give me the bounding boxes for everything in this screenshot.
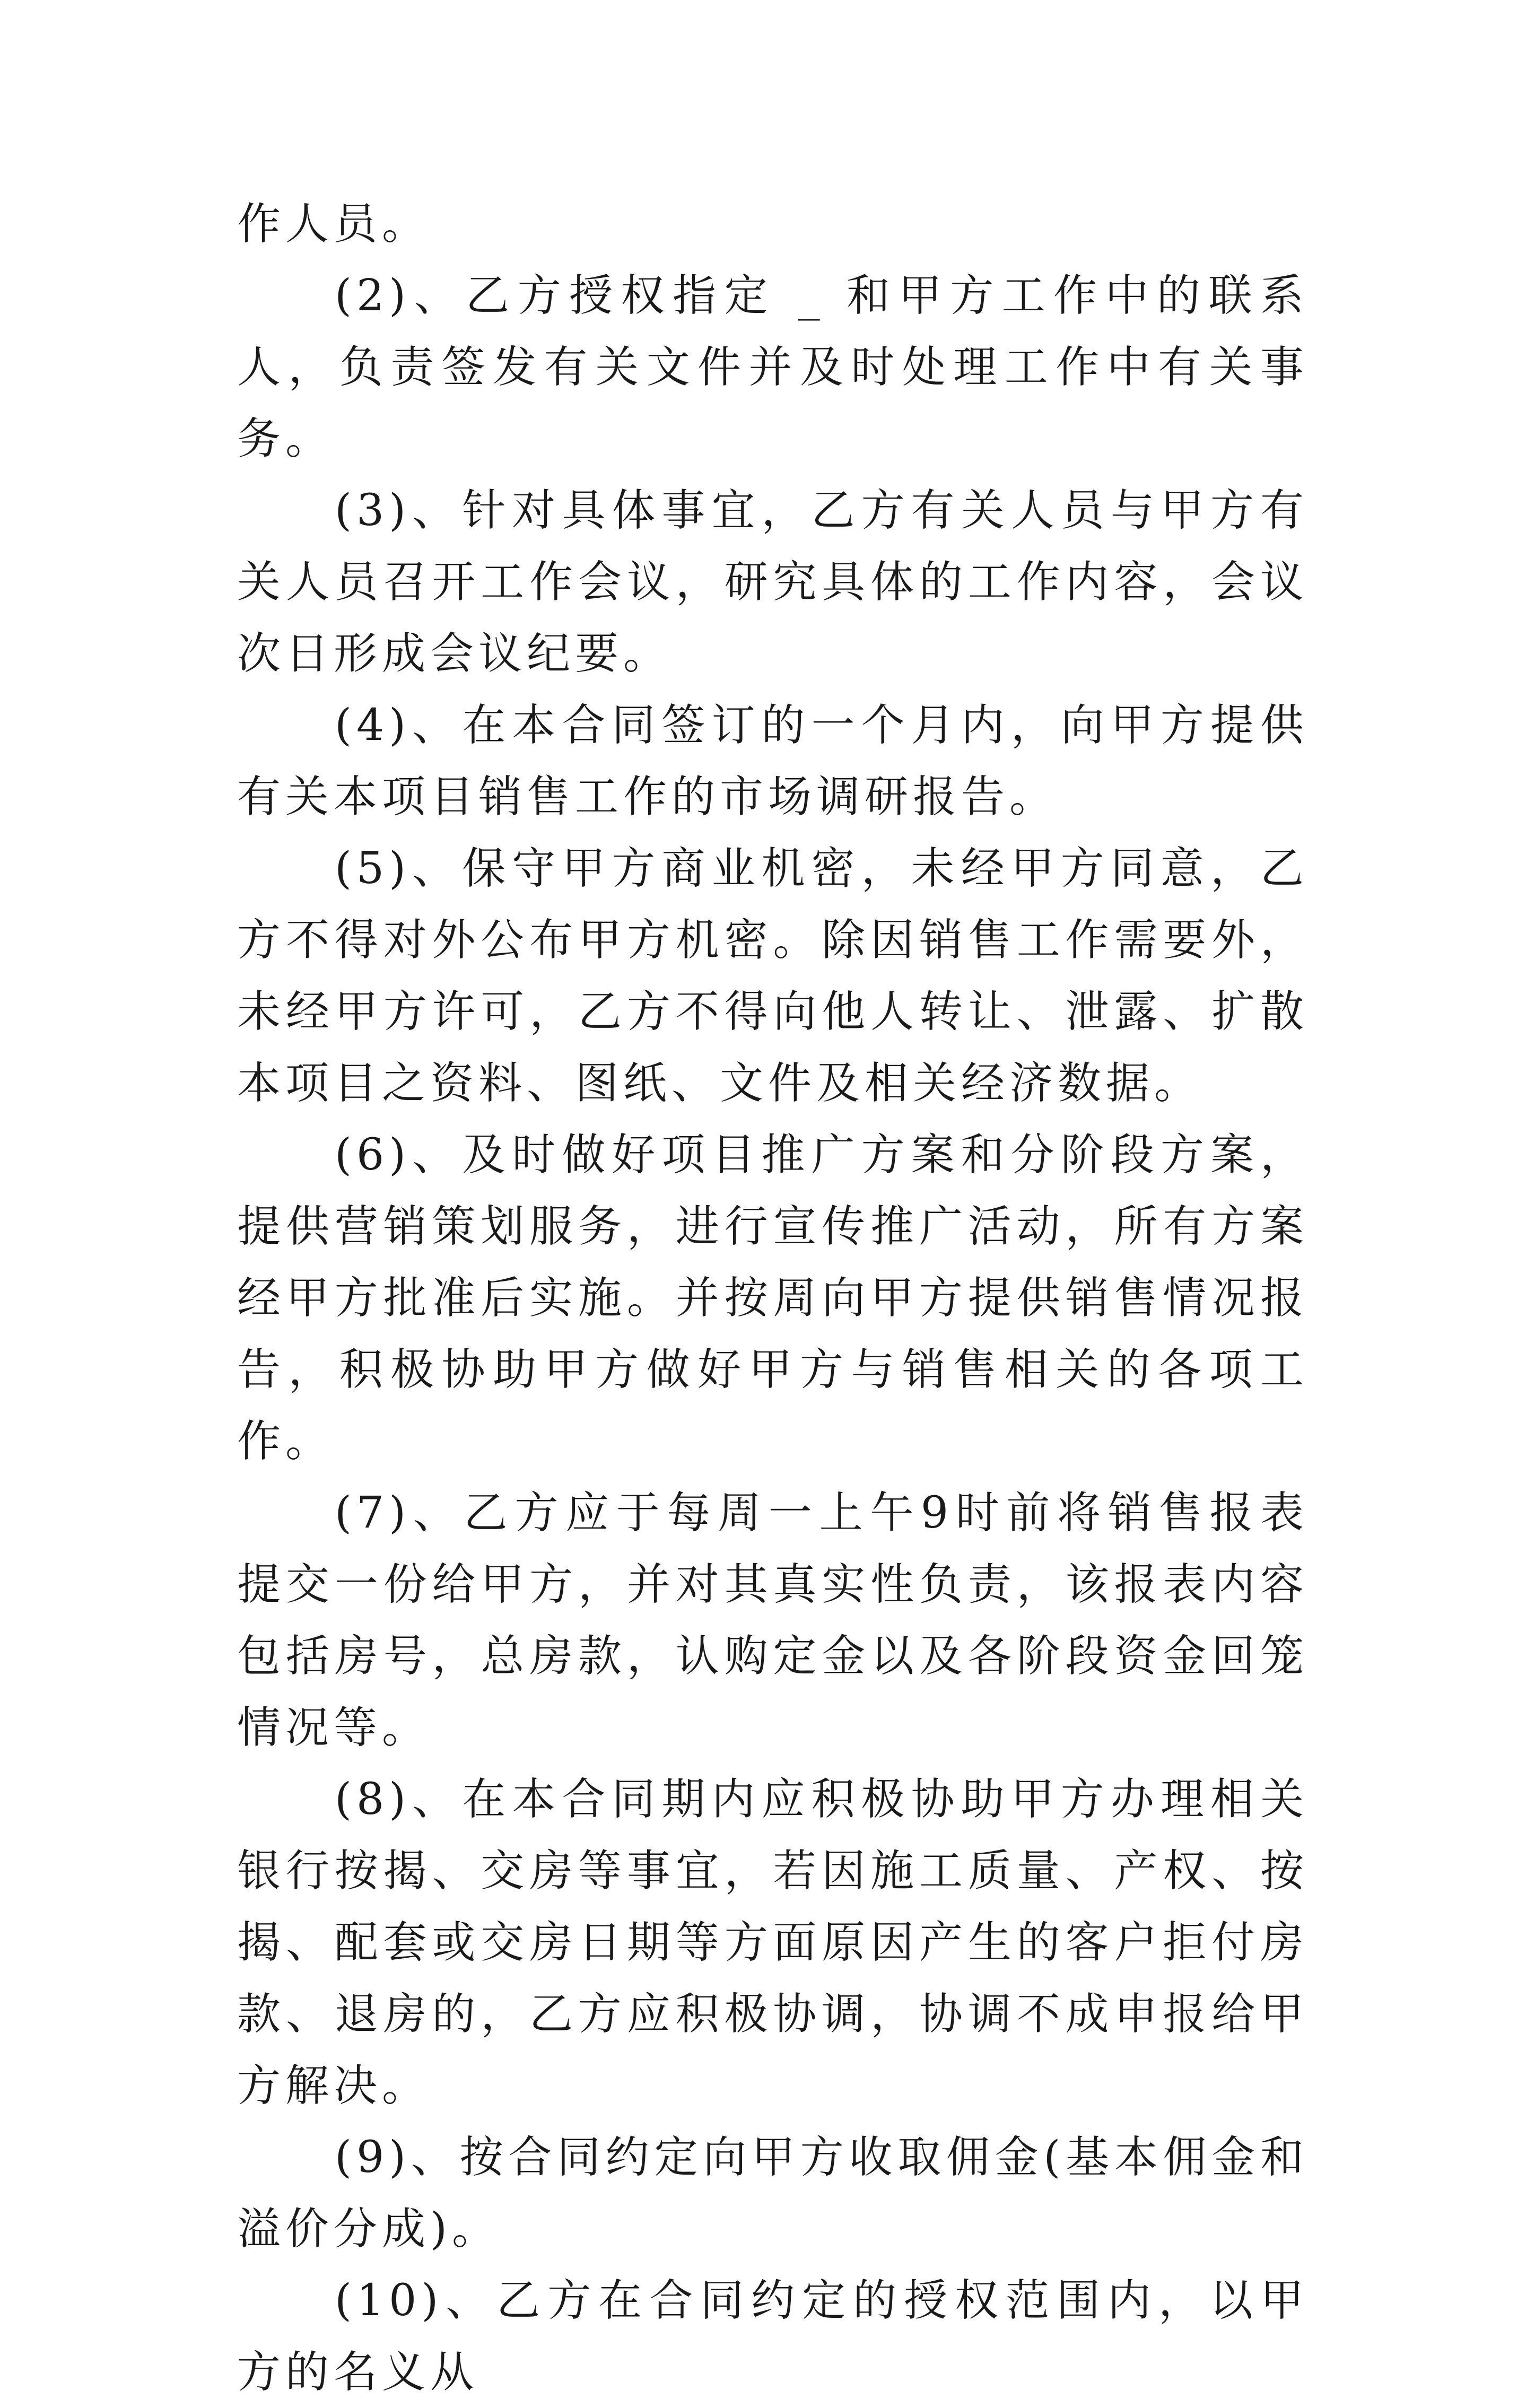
- paragraph-item-7: (7)、乙方应于每周一上午9时前将销售报表提交一份给甲方，并对其真实性负责，该报表内容包括房号，总房款，认购定金以及各阶段资金回笼情况等。: [237, 1488, 1309, 1753]
- paragraph-item-10: (10)、乙方在合同约定的授权范围内，以甲方的名义从: [237, 2275, 1309, 2397]
- paragraph-item-2: (2)、乙方授权指定 _ 和甲方工作中的联系人，负责签发有关文件并及时处理工作中有关事务。: [237, 271, 1309, 464]
- paragraph-item-6: (6)、及时做好项目推广方案和分阶段方案，提供营销策划服务，进行宣传推广活动，所有方案经甲方批准后实施。并按周向甲方提供销售情况报告，积极协助甲方做好甲方与销售相关的各项工作。: [237, 1130, 1309, 1467]
- paragraph-item-3: (3)、针对具体事宜，乙方有关人员与甲方有关人员召开工作会议，研究具体的工作内容，会议次日形成会议纪要。: [237, 485, 1309, 679]
- document-body: [237, 188, 1309, 2408]
- paragraph-item-9: (9)、按合同约定向甲方收取佣金(基本佣金和溢价分成)。: [237, 2132, 1309, 2254]
- paragraph-continuation: 作人员。: [237, 199, 431, 249]
- paragraph-item-5: (5)、保守甲方商业机密，未经甲方同意，乙方不得对外公布甲方机密。除因销售工作需要外，未经甲方许可，乙方不得向他人转让、泄露、扩散本项目之资料、图纸、文件及相关经济数据。: [237, 843, 1309, 1109]
- paragraph-item-4: (4)、在本合同签订的一个月内，向甲方提供有关本项目销售工作的市场调研报告。: [237, 700, 1309, 822]
- paragraph-item-8: (8)、在本合同期内应积极协助甲方办理相关银行按揭、交房等事宜，若因施工质量、产权、按揭、配套或交房日期等方面原因产生的客户拒付房款、退房的，乙方应积极协调，协调不成申报给甲方解决。: [237, 1774, 1309, 2111]
